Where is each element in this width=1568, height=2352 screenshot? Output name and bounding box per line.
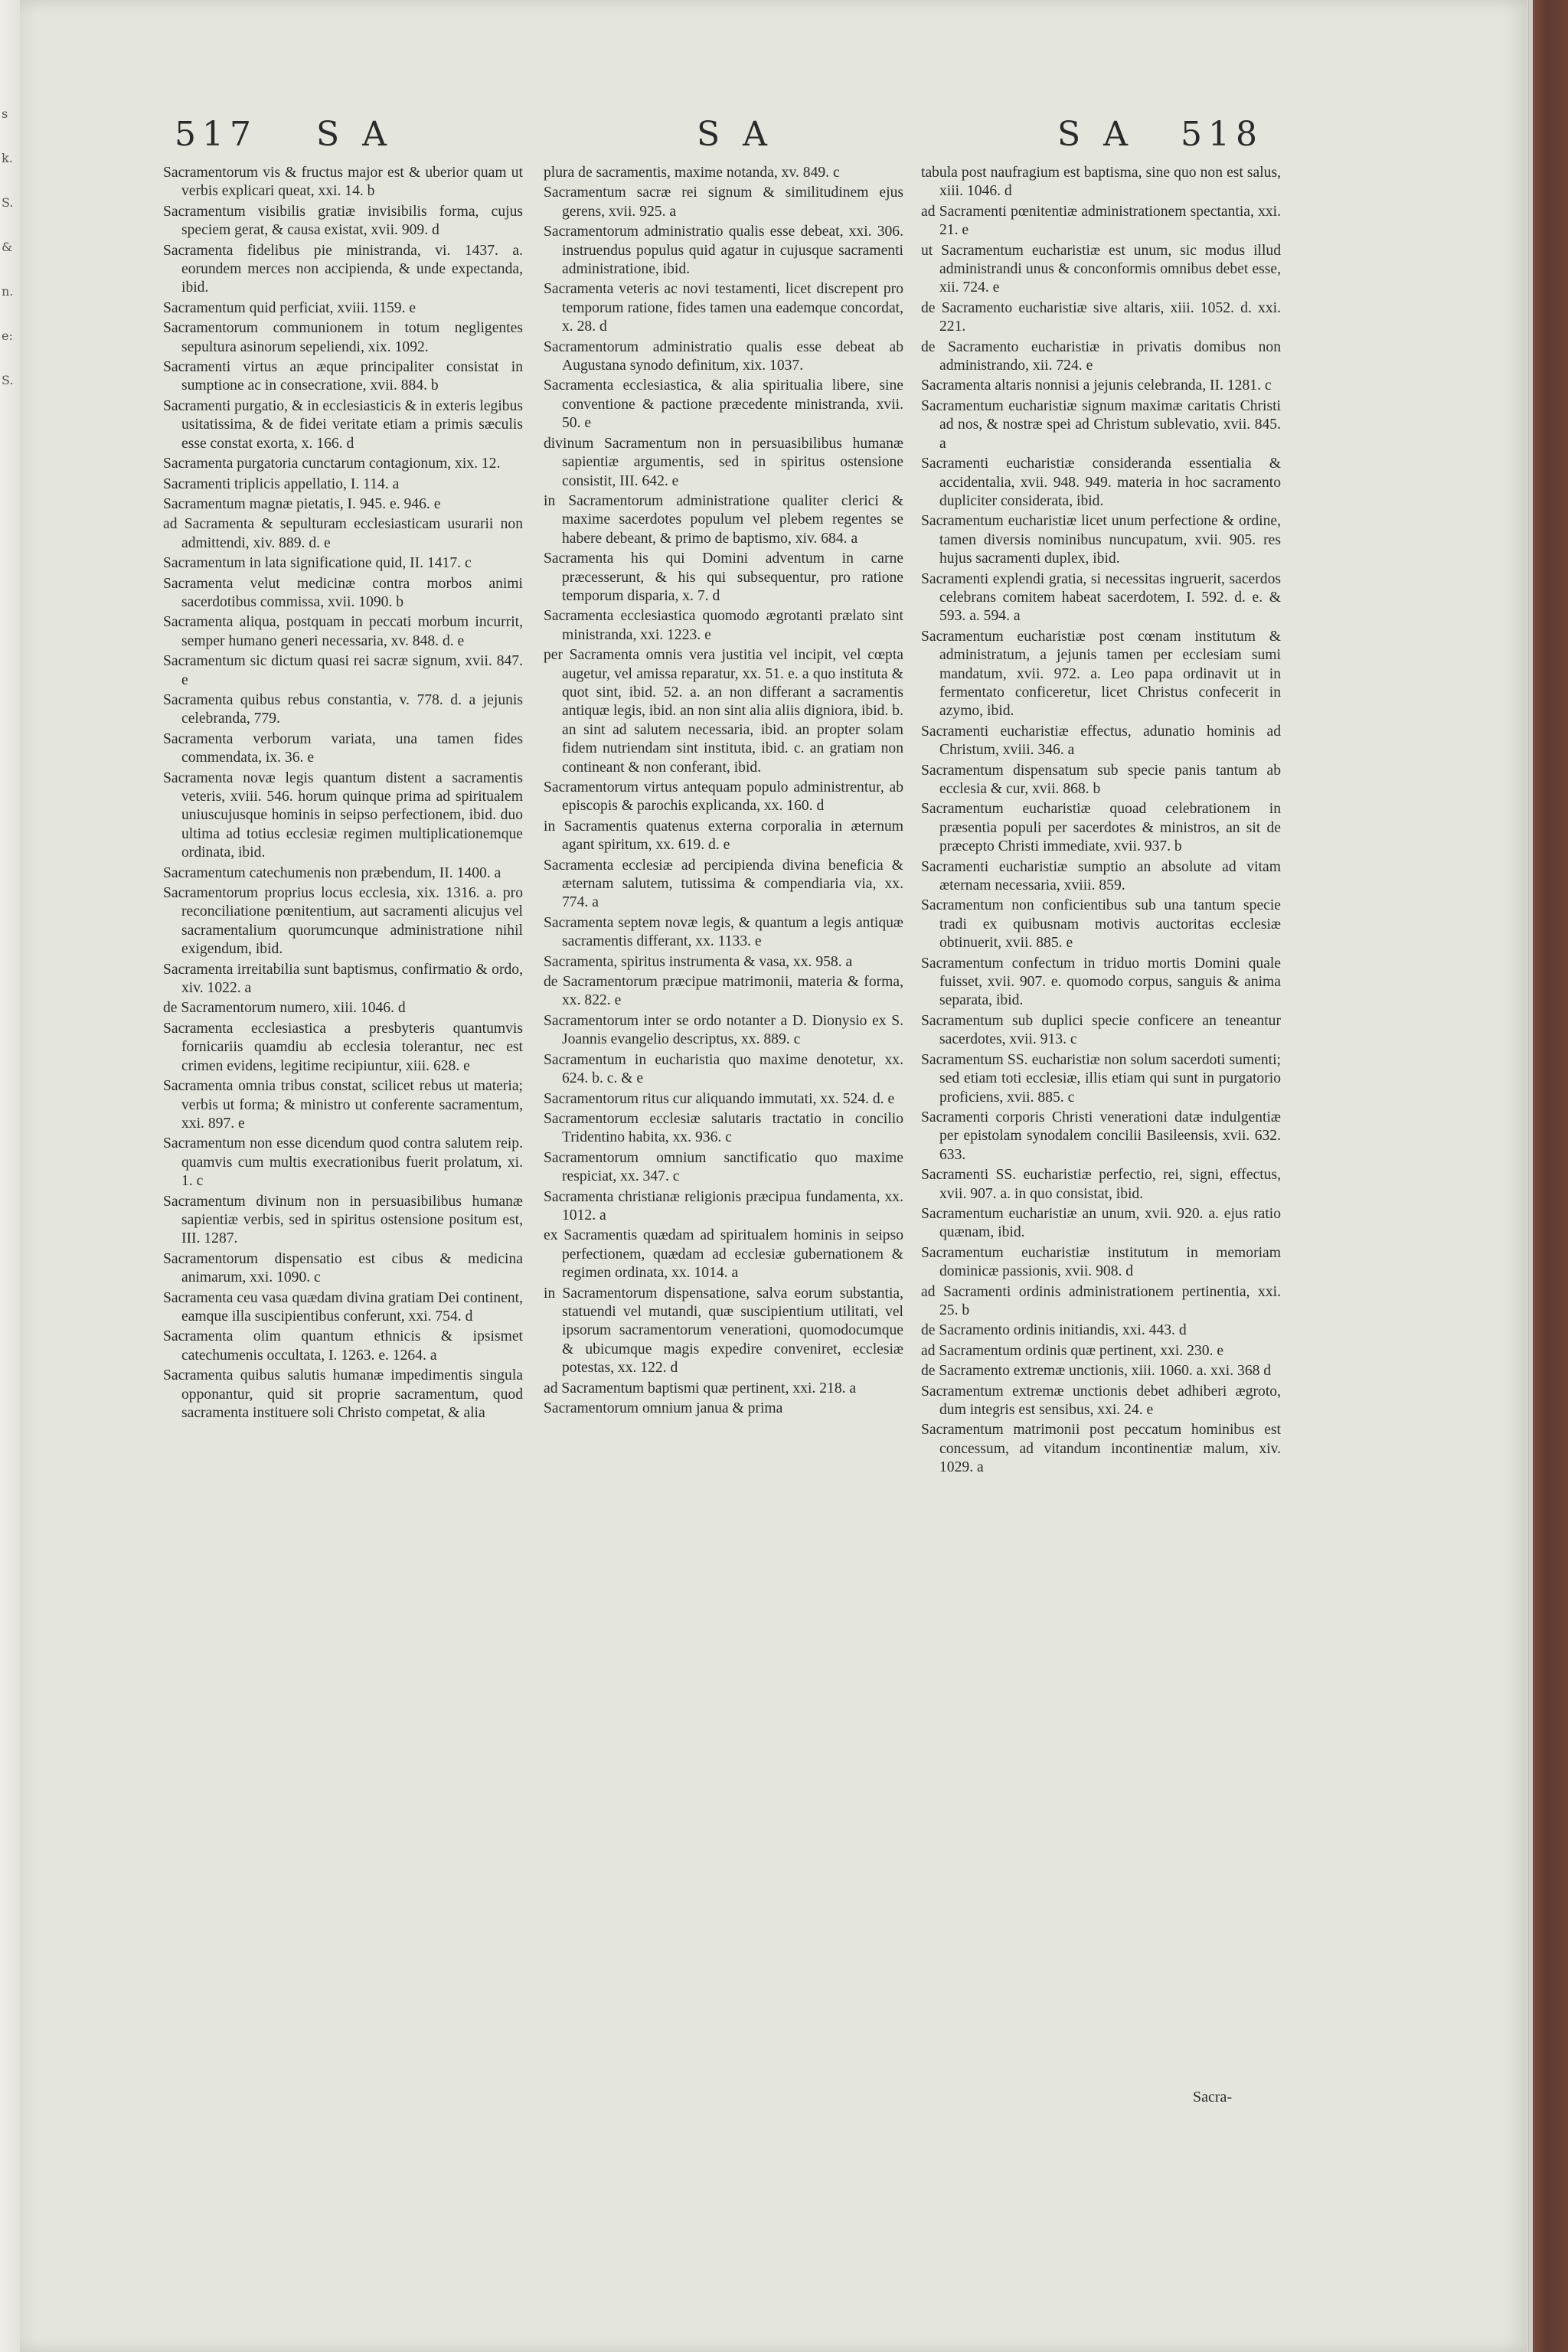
index-entry: de Sacramentorum numero, xiii. 1046. d — [163, 1000, 406, 1017]
index-entry: Sacramentum dispensatum sub specie panis tantum ab ecclesia & cur, xvii. 868. b — [921, 762, 1281, 797]
index-entry: ad Sacramenti pœnitentiæ administrationem spectantia, xxi. 21. e — [921, 203, 1281, 239]
index-entry: plura de sacramentis, maxime notanda, xv. 849. c — [544, 165, 840, 181]
index-entry: ut Sacramentum eucharistiæ est unum, sic modus illud administrandi unus & conconformis omnibus debet esse, xii. 724. e — [921, 242, 1281, 296]
margin-mark: S. — [2, 195, 14, 210]
index-entry: Sacramentum divinum non in persuasibilibus humanæ sapientiæ verbis, sed in spiritus ostensione positum est, III. 1287. — [163, 1193, 523, 1247]
margin-mark: e: — [2, 328, 13, 343]
index-entry: Sacramenti SS. eucharistiæ perfectio, rei, signi, effectus, xvii. 907. a. in quo consistat, ibid. — [921, 1167, 1281, 1202]
index-entry: Sacramenta verborum variata, una tamen fides commendata, ix. 36. e — [163, 730, 523, 766]
center-running-head: S A — [697, 115, 773, 154]
index-entry: Sacramenti eucharistiæ effectus, adunatio hominis ad Christum, xviii. 346. a — [921, 723, 1281, 759]
index-entry: Sacramentum quid perficiat, xviii. 1159. e — [163, 299, 416, 316]
index-entry: ad Sacramentum ordinis quæ pertinent, xxi. 230. e — [921, 1342, 1224, 1359]
index-entry: ex Sacramentis quædam ad spiritualem hominis in seipso perfectionem, quædam ad ecclesiæ gubernationem & regimen ordinata, xx. 1014. a — [544, 1227, 903, 1282]
margin-mark: s — [2, 106, 8, 121]
index-entry: Sacramenta altaris nonnisi a jejunis celebranda, II. 1281. c — [921, 377, 1272, 394]
index-entry: Sacramenti purgatio, & in ecclesiasticis & in exteris legibus usitatissima, & de fidei veritate etiam a primis sæculis esse constat exorta, x. 166. d — [163, 397, 523, 452]
previous-page-edge — [0, 0, 21, 2352]
index-entry: Sacramentum in lata significatione quid, II. 1417. c — [163, 555, 472, 572]
index-entry: Sacramentum eucharistiæ an unum, xvii. 920. a. ejus ratio quænam, ibid. — [921, 1205, 1281, 1241]
index-entry: Sacramentorum omnium janua & prima — [544, 1400, 783, 1416]
index-entry: ad Sacramenta & sepulturam ecclesiasticam usurarii non admittendi, xiv. 889. d. e — [163, 516, 523, 551]
margin-marks — [2, 92, 17, 403]
index-entry: Sacramentorum administratio qualis esse debeat ab Augustana synodo definitum, xix. 1037. — [544, 338, 903, 374]
index-entry: in Sacramentorum dispensatione, salva eorum substantia, statuendi vel mutandi, quæ suscipientium utilitati, vel ipsorum sacramentorum venerationi, quomodocumque & ubicumque magis expedire conveniret, ecclesiæ potestas, xx. 122. d — [544, 1285, 903, 1377]
index-entry: de Sacramentorum præcipue matrimonii, materia & forma, xx. 822. e — [544, 974, 903, 1009]
right-page-number: 518 — [1181, 115, 1263, 154]
index-entry: de Sacramento extremæ unctionis, xiii. 1060. a. xxi. 368 d — [921, 1363, 1272, 1380]
index-entry: per Sacramenta omnis vera justitia vel incipit, vel cœpta augetur, vel amissa reparatur, xx. 51. e. a quo instituta & quot sint, ibid. 52. a. an non differant a sacramentis antiquæ legis, ibid. an non sint alia aliis digniora, ibid. b. an sint ad salutem necessaria, ibid. an propter solam fidem nutriendam sint instituta, ibid. c. an gratiam non contineant & non conferant, ibid. — [544, 647, 903, 776]
index-entry: divinum Sacramentum non in persuasibilibus humanæ sapientiæ argumentis, sed in spiritus ostensione consistit, III. 642. e — [544, 435, 903, 489]
index-entry: Sacramentorum proprius locus ecclesia, xix. 1316. a. pro reconciliatione pœnitentium, aut sacramenti alicujus vel sacramentalium quorumcunque administratione nihil exigendum, ibid. — [163, 885, 523, 958]
index-entry: Sacramenta septem novæ legis, & quantum a legis antiquæ sacramentis differant, xx. 1133. e — [544, 914, 903, 950]
left-page-number: 517 — [175, 115, 257, 154]
margin-mark: k. — [2, 151, 13, 165]
index-entry: in Sacramentorum administratione qualiter clerici & maxime sacerdotes populum vel plebem regentes se habere debeant, & primo de baptismo, xiv. 684. a — [544, 492, 903, 547]
index-entry: Sacramentorum ritus cur aliquando immutati, xx. 524. d. e — [544, 1090, 895, 1107]
index-entry: Sacramenta christianæ religionis præcipua fundamenta, xx. 1012. a — [544, 1188, 903, 1223]
index-entry: Sacramentum sub duplici specie conficere an teneantur sacerdotes, xvii. 913. c — [921, 1012, 1281, 1048]
index-entry: Sacramenta purgatoria cunctarum contagionum, xix. 12. — [163, 456, 501, 472]
index-entry: Sacramentum in eucharistia quo maxime denotetur, xx. 624. b. c. & e — [544, 1051, 903, 1087]
index-entry: Sacramenta ceu vasa quædam divina gratiam Dei continent, eamque illa suscipientibus conferunt, xxi. 754. d — [163, 1289, 523, 1325]
index-entry: Sacramenta ecclesiastica, & alia spiritualia libere, sine conventione & pactione præcedente ministranda, xvii. 50. e — [544, 377, 903, 432]
index-entry: Sacramentum sic dictum quasi rei sacræ signum, xvii. 847. e — [163, 653, 523, 688]
index-entry: de Sacramento ordinis initiandis, xxi. 443. d — [921, 1322, 1187, 1339]
index-entry: Sacramentum non esse dicendum quod contra salutem reip. quamvis cum multis execrationibus fuerit prolatum, xi. 1. c — [163, 1135, 523, 1190]
index-entry: Sacramentum non conficientibus sub una tantum specie tradi ex quibusnam motivis auctoritas ecclesiæ obtinuerit, xvii. 885. e — [921, 897, 1281, 952]
index-entry: Sacramentum sacræ rei signum & similitudinem ejus gerens, xvii. 925. a — [544, 185, 903, 220]
index-entry: Sacramenta ecclesiastica a presbyteris quantumvis fornicariis quamdiu ab ecclesia tolerantur, nec est crimen evidens, legitime recipiuntur, xiii. 628. e — [163, 1020, 523, 1074]
index-entry: Sacramenta olim quantum ethnicis & ipsismet catechumenis occultata, I. 1263. e. 1264. a — [163, 1328, 523, 1364]
index-entry: Sacramenta, spiritus instrumenta & vasa, xx. 958. a — [544, 953, 853, 970]
left-running-head: S A — [316, 115, 393, 154]
index-entry: in Sacramentis quatenus externa corporalia in æternum agant spiritum, xx. 619. d. e — [544, 818, 903, 854]
index-entry: Sacramenta novæ legis quantum distent a sacramentis veteris, xviii. 546. horum quinque prima ad spiritualem uniuscujusque hominis in seipso perfectionem, ibid. duo ultima ad totius ecclesiæ regimen multiplicationemque ordinata, ibid. — [163, 769, 523, 861]
index-entry: Sacramentum eucharistiæ post cœnam institutum & administratum, a jejunis tamen per ecclesiam sumi mandatum, xvii. 972. a. Leo papa ordinavit ut in fermentato conficeretur, licet Christus confecerit in azymo, ibid. — [921, 628, 1281, 720]
index-entry: Sacramenta velut medicinæ contra morbos animi sacerdotibus commissa, xvii. 1090. b — [163, 575, 523, 610]
index-entry: Sacramenta fidelibus pie ministranda, vi. 1437. a. eorundem merces non accipienda, & unde expectanda, ibid. — [163, 242, 523, 296]
index-entry: Sacramentum eucharistiæ signum maximæ caritatis Christi ad nos, & nostræ spei ad Christum sublevatio, xvii. 845. a — [921, 397, 1281, 452]
book-cover-edge — [1533, 0, 1568, 2352]
index-entry: Sacramentum eucharistiæ institutum in memoriam dominicæ passionis, xvii. 908. d — [921, 1244, 1281, 1280]
index-entry: Sacramenti virtus an æque principaliter consistat in sumptione ac in consecratione, xvii. 884. b — [163, 359, 523, 394]
index-entry: Sacramenta aliqua, postquam in peccati morbum incurrit, semper humano generi necessaria, xv. 848. d. e — [163, 614, 523, 649]
index-entry: Sacramentum matrimonii post peccatum hominibus est concessum, ad vitandum incontinentiæ malum, xiv. 1029. a — [921, 1422, 1281, 1476]
index-column-2 — [544, 164, 903, 1419]
index-entry: Sacramentum eucharistiæ licet unum perfectione & ordine, tamen diversis nominibus nuncupatum, xvii. 905. res hujus sacramenti duplex, ibid. — [921, 513, 1281, 567]
index-entry: Sacramenta irreitabilia sunt baptismus, confirmatio & ordo, xiv. 1022. a — [163, 961, 523, 997]
index-entry: Sacramenta veteris ac novi testamenti, licet discrepent pro temporum ratione, fides tamen una eademque concordat, x. 28. d — [544, 281, 903, 335]
index-entry: Sacramenta ecclesiastica quomodo ægrotanti prælato sint ministranda, xxi. 1223. e — [544, 608, 903, 643]
index-entry: Sacramentorum inter se ordo notanter a D. Dionysio ex S. Joannis evangelio descriptus, xx. 889. c — [544, 1012, 903, 1048]
margin-mark: & — [2, 240, 13, 254]
index-column-3 — [921, 164, 1281, 1479]
index-entry: Sacramenti eucharistiæ consideranda essentialia & accidentalia, xvii. 948. 949. materia in hoc sacramento dupliciter considerata, ibid. — [921, 456, 1281, 509]
index-entry: Sacramenta quibus rebus constantia, v. 778. d. a jejunis celebranda, 779. — [163, 691, 523, 727]
index-entry: Sacramenti triplicis appellatio, I. 114. a — [163, 475, 400, 492]
index-entry: Sacramentorum communionem in totum negligentes sepultura asinorum sepeliendi, xix. 1092. — [163, 320, 523, 355]
index-entry: Sacramentum visibilis gratiæ invisibilis forma, cujus speciem gerat, & causa existat, xvii. 909. d — [163, 203, 523, 239]
index-entry: Sacramentum SS. eucharistiæ non solum sacerdoti sumenti; sed etiam toti ecclesiæ, illis etiam qui sunt in purgatorio proficiens, xvii. 885. c — [921, 1051, 1281, 1106]
index-entry: tabula post naufragium est baptisma, sine quo non est salus, xiii. 1046. d — [921, 165, 1281, 200]
index-entry: Sacramenti explendi gratia, si necessitas ingruerit, sacerdos celebrans comitem habeat sacerdotem, I. 592. d. e. & 593. a. 594. a — [921, 570, 1281, 625]
index-entry: Sacramenta ecclesiæ ad percipienda divina beneficia & æternam salutem, tutissima & compendiaria via, xx. 774. a — [544, 857, 903, 911]
index-entry: ad Sacramenti ordinis administrationem pertinentia, xxi. 25. b — [921, 1283, 1281, 1318]
margin-mark: n. — [2, 284, 14, 299]
right-running-head: S A — [1057, 115, 1134, 154]
index-entry: Sacramentum confectum in triduo mortis Domini quale fuisset, xvii. 907. e. quomodo corpus, sanguis & anima separata, ibid. — [921, 955, 1281, 1009]
index-entry: ad Sacramentum baptismi quæ pertinent, xxi. 218. a — [544, 1380, 857, 1396]
index-entry: Sacramenti eucharistiæ sumptio an absolute ad vitam æternam necessaria, xviii. 859. — [921, 858, 1281, 894]
index-entry: Sacramentorum omnium sanctificatio quo maxime respiciat, xx. 347. c — [544, 1149, 903, 1185]
index-entry: Sacramenta omnia tribus constat, scilicet rebus ut materia; verbis ut forma; & ministro ut conferente sacramentum, xxi. 897. e — [163, 1078, 523, 1132]
index-entry: Sacramentum catechumenis non præbendum, II. 1400. a — [163, 864, 501, 881]
index-entry: Sacramentum extremæ unctionis debet adhiberi ægroto, dum integris est sensibus, xxi. 24. e — [921, 1383, 1281, 1418]
index-entry: Sacramenta quibus salutis humanæ impedimentis singula opponantur, quid sit proprie sacramentum, quod sacramenta instituere soli Christo competat, & alia — [163, 1367, 523, 1421]
index-entry: Sacramentum magnæ pietatis, I. 945. e. 946. e — [163, 495, 441, 512]
index-entry: Sacramentorum virtus antequam populo administrentur, ab episcopis & parochis explicanda, xx. 160. d — [544, 779, 903, 815]
index-entry: Sacramentorum administratio qualis esse debeat, xxi. 306. instruendus populus quid agatur in cujusque sacramenti administratione, ibid. — [544, 224, 903, 278]
margin-mark: S. — [2, 373, 14, 387]
index-entry: Sacramentum eucharistiæ quoad celebrationem in præsentia populi per sacerdotes & ministros, an sit de præcepto Christi immediate, xvii. 937. b — [921, 801, 1281, 855]
index-entry: Sacramentorum dispensatio est cibus & medicina animarum, xxi. 1090. c — [163, 1250, 523, 1286]
index-entry: de Sacramento eucharistiæ in privatis domibus non administrando, xii. 724. e — [921, 338, 1281, 374]
index-entry: Sacramentorum vis & fructus major est & uberior quam ut verbis explicari queat, xxi. 14. b — [163, 165, 523, 200]
index-entry: Sacramenti corporis Christi venerationi datæ indulgentiæ per epistolam synodalem concilii Basileensis, xvii. 632. 633. — [921, 1109, 1281, 1163]
catchword: Sacra- — [1193, 2089, 1233, 2105]
index-entry: de Sacramento eucharistiæ sive altaris, xiii. 1052. d. xxi. 221. — [921, 299, 1281, 335]
index-entry: Sacramentorum ecclesiæ salutaris tractatio in concilio Tridentino habita, xx. 936. c — [544, 1110, 903, 1146]
index-entry: Sacramenta his qui Domini adventum in carne præcesserunt, & his qui subsequentur, pro ratione temporum disparia, x. 7. d — [544, 550, 903, 604]
index-column-1 — [163, 164, 523, 1424]
